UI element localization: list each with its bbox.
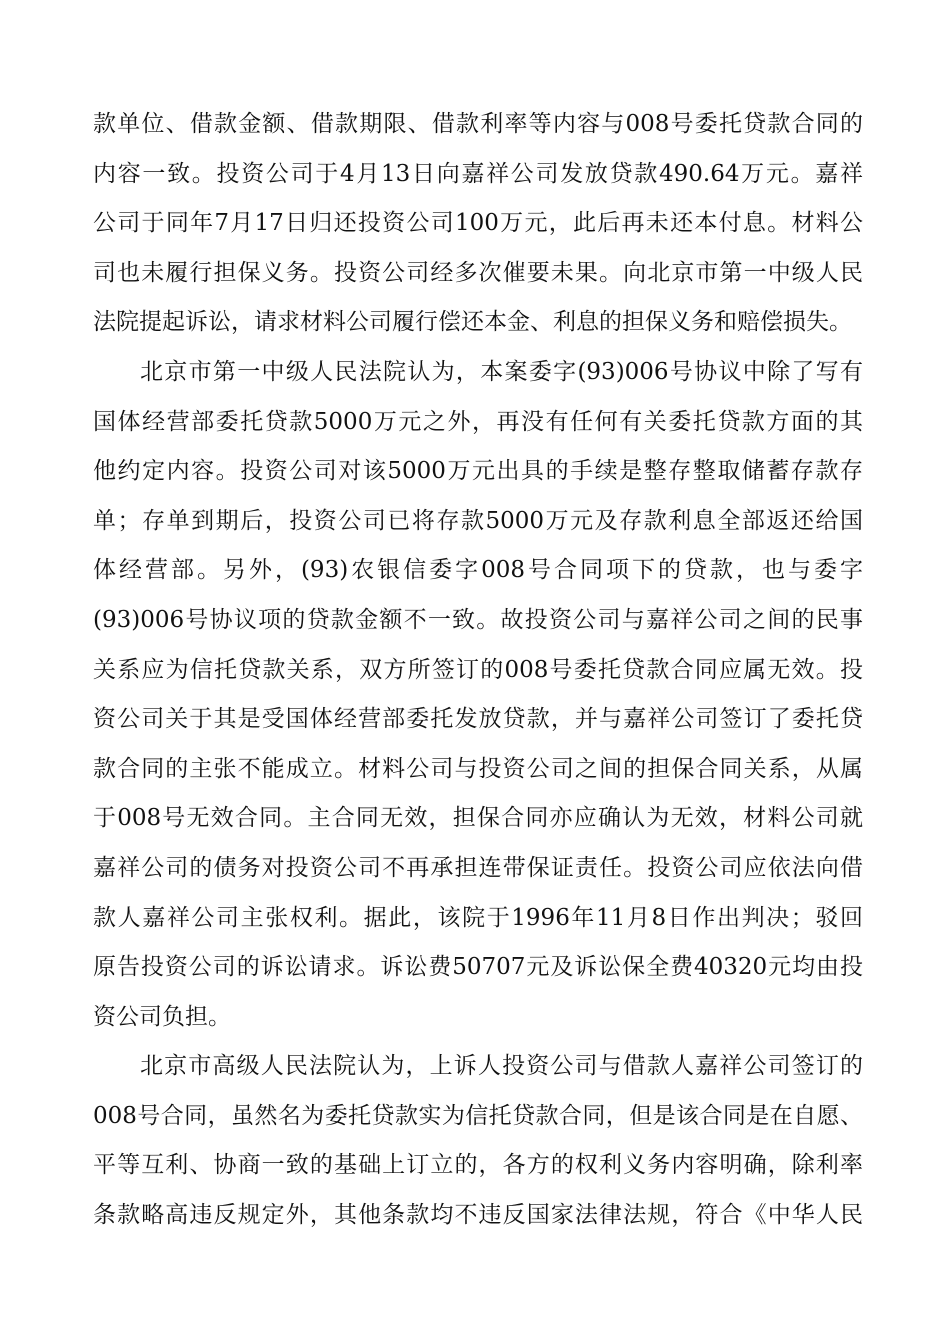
text-line: 平等互利、协商一致的基础上订立的，各方的权利义务内容明确，除利率 <box>93 1152 863 1179</box>
text-line: 体经营部。另外，(93)农银信委字008号合同项下的贷款，也与委字 <box>93 557 863 584</box>
text-line: 内容一致。投资公司于4月13日向嘉祥公司发放贷款490.64万元。嘉祥 <box>93 160 863 187</box>
paragraph-3 <box>93 1042 863 1240</box>
text-line: 单；存单到期后，投资公司已将存款5000万元及存款利息全部返还给国 <box>93 507 863 534</box>
text-line: 款单位、借款金额、借款期限、借款利率等内容与008号委托贷款合同的 <box>93 111 863 137</box>
text-line: (93)006号协议项的贷款金额不一致。故投资公司与嘉祥公司之间的民事 <box>93 606 863 633</box>
text-line: 资公司负担。 <box>93 1003 231 1030</box>
text-line: 北京市第一中级人民法院认为，本案委字(93)006号协议中除了写有 <box>140 358 863 385</box>
paragraph-1 <box>93 100 863 348</box>
text-line: 条款略高违反规定外，其他条款均不违反国家法律法规，符合《中华人民 <box>93 1202 863 1229</box>
text-line: 司也未履行担保义务。投资公司经多次催要未果。向北京市第一中级人民 <box>93 259 863 286</box>
text-line: 法院提起诉讼，请求材料公司履行偿还本金、利息的担保义务和赔偿损失。 <box>93 309 852 336</box>
document-body <box>93 100 863 1241</box>
text-line: 国体经营部委托贷款5000万元之外，再没有任何有关委托贷款方面的其 <box>93 408 863 435</box>
text-line: 公司于同年7月17日归还投资公司100万元，此后再未还本付息。材料公 <box>93 210 863 237</box>
paragraph-2 <box>93 348 863 1042</box>
text-line: 嘉祥公司的债务对投资公司不再承担连带保证责任。投资公司应依法向借 <box>93 854 863 881</box>
text-line: 款人嘉祥公司主张权利。据此，该院于1996年11月8日作出判决；驳回 <box>93 904 863 931</box>
text-line: 资公司关于其是受国体经营部委托发放贷款，并与嘉祥公司签订了委托贷 <box>93 706 863 733</box>
text-line: 于008号无效合同。主合同无效，担保合同亦应确认为无效，材料公司就 <box>93 805 863 832</box>
text-line: 关系应为信托贷款关系，双方所签订的008号委托贷款合同应属无效。投 <box>93 656 863 683</box>
text-line: 008号合同，虽然名为委托贷款实为信托贷款合同，但是该合同是在自愿、 <box>93 1102 863 1129</box>
text-line: 他约定内容。投资公司对该5000万元出具的手续是整存整取储蓄存款存 <box>93 458 863 485</box>
text-line: 北京市高级人民法院认为，上诉人投资公司与借款人嘉祥公司签订的 <box>140 1053 863 1080</box>
text-line: 原告投资公司的诉讼请求。诉讼费50707元及诉讼保全费40320元均由投 <box>93 954 863 981</box>
text-line: 款合同的主张不能成立。材料公司与投资公司之间的担保合同关系，从属 <box>93 755 863 782</box>
